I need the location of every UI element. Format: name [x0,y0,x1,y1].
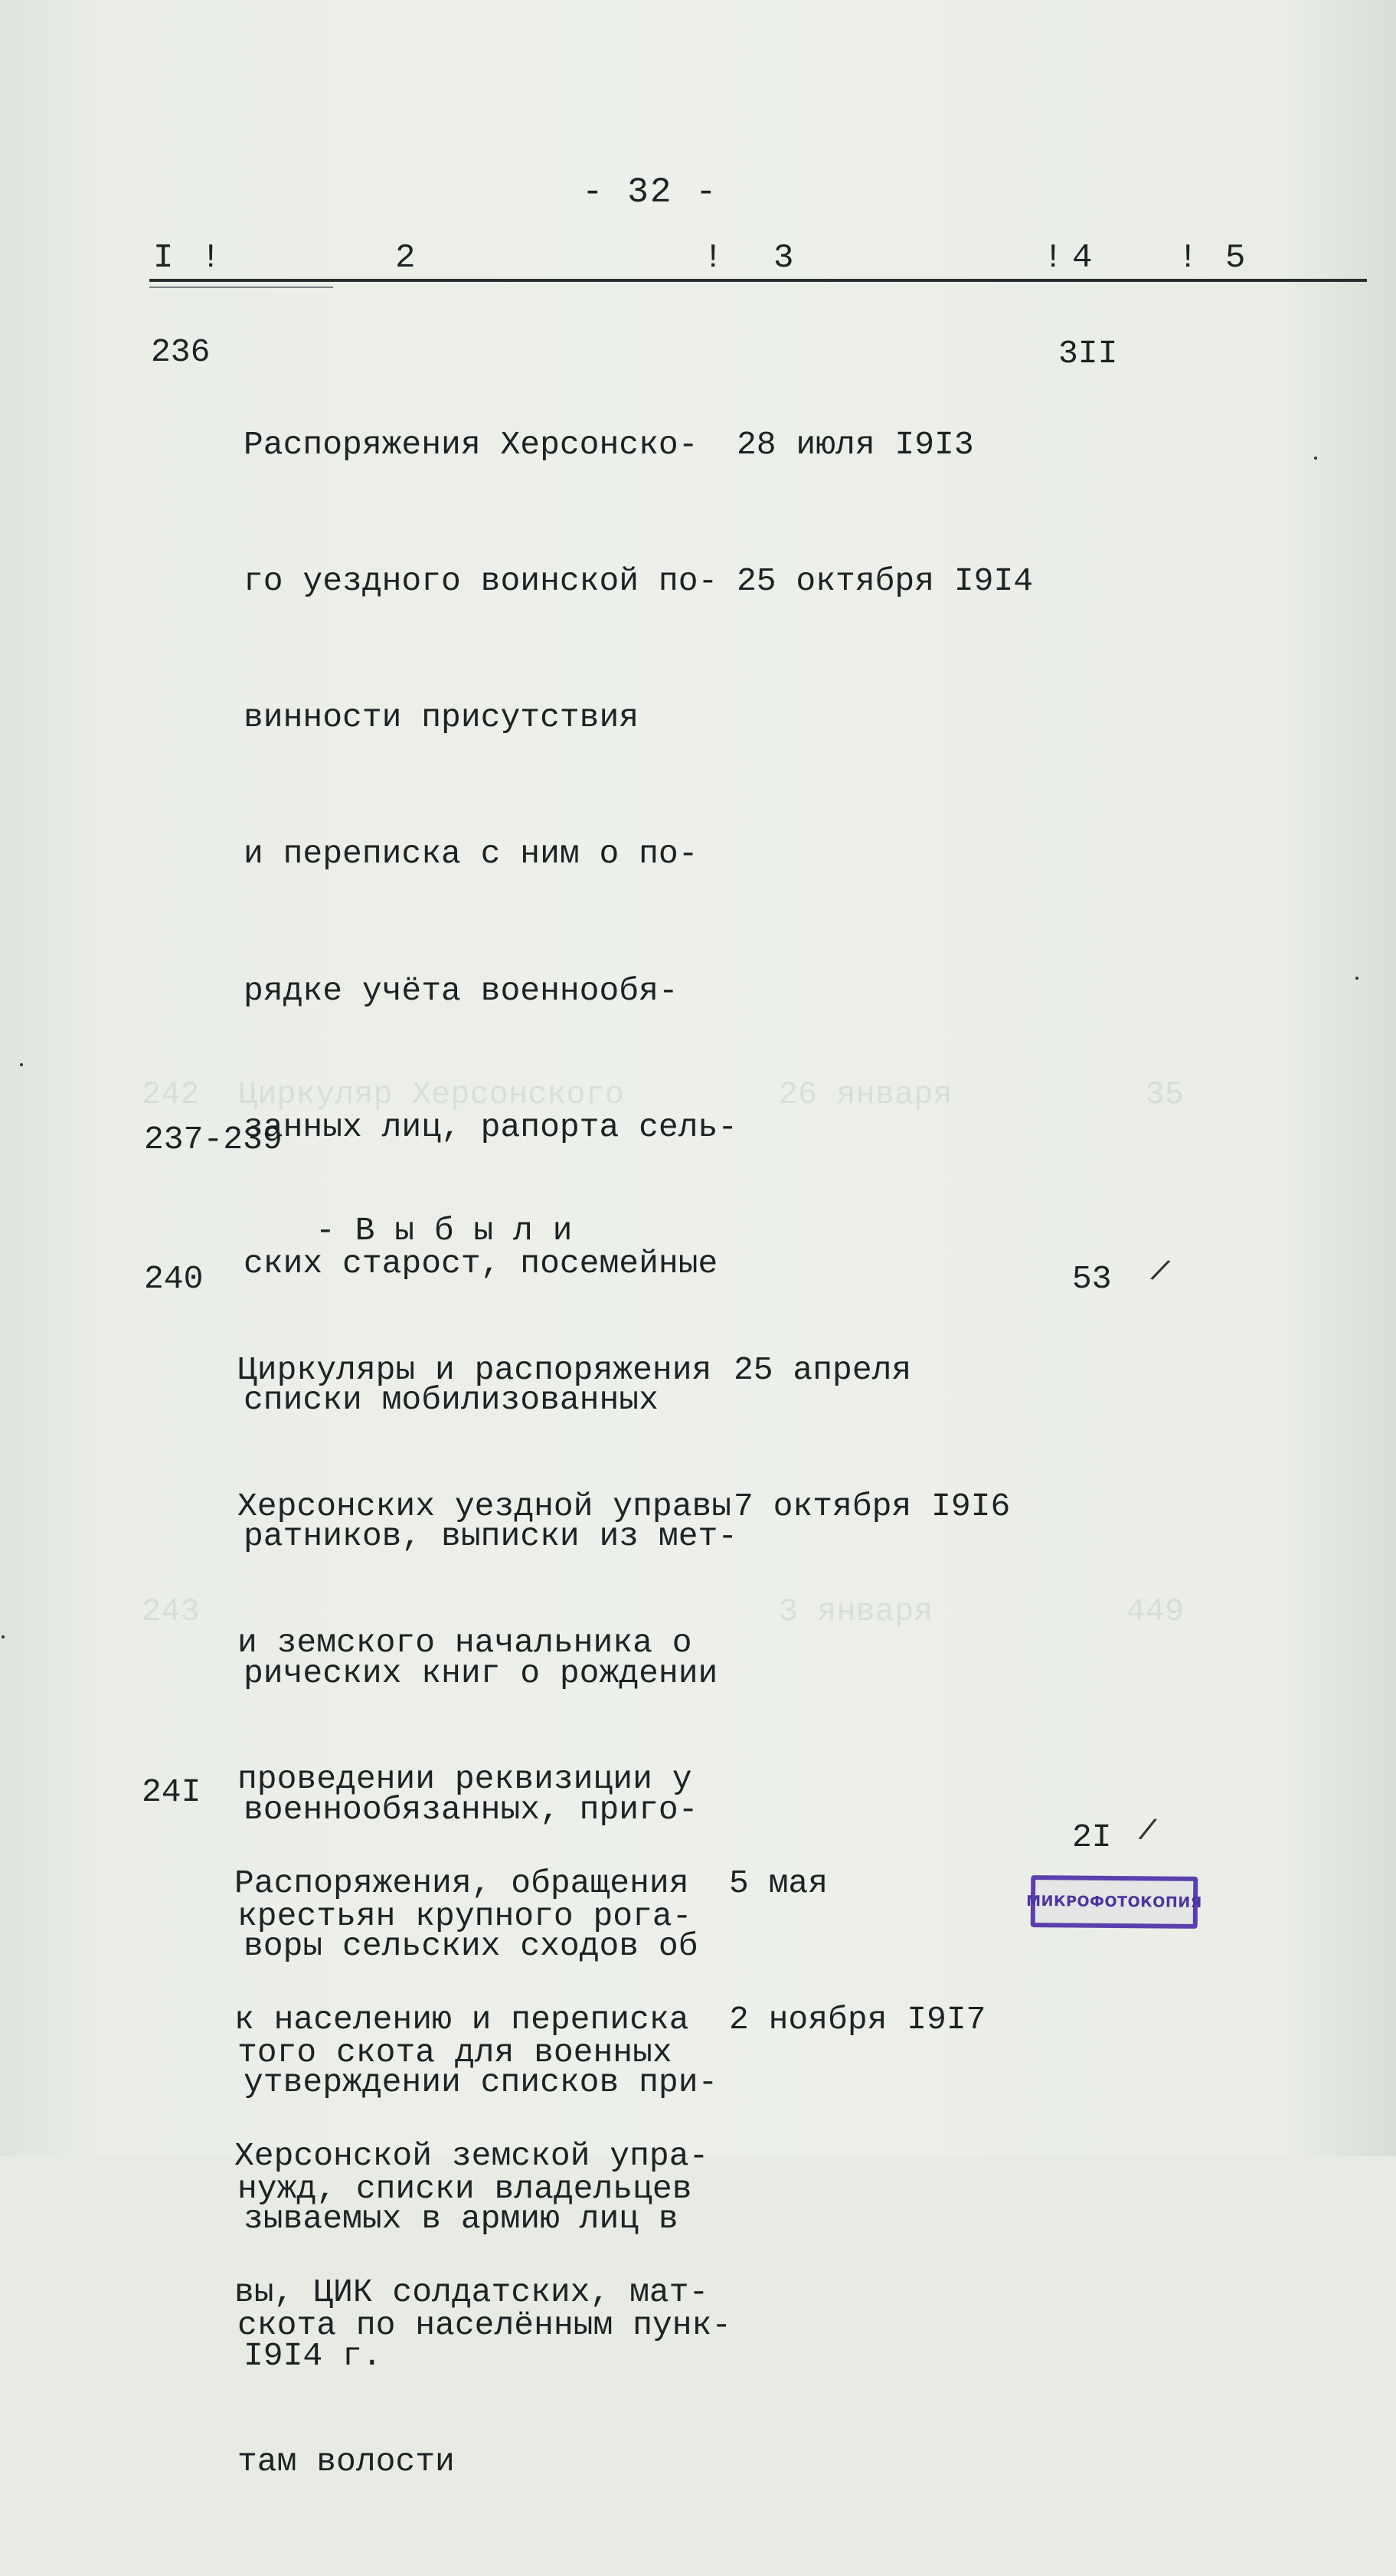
entry-number: 237-239 [144,1121,283,1158]
header-underline [149,286,333,288]
header-separator: ! [703,239,724,277]
paper-speck [2,1635,5,1638]
entry-sheet-count: 2I [1072,1818,1112,1856]
paper-speck [1314,457,1317,460]
entry-number: 236 [151,333,211,371]
header-separator: ! [201,239,221,277]
pencil-tick-mark: / [1135,1814,1159,1851]
header-col-3: 3 [773,239,794,277]
header-separator: ! [1043,239,1064,277]
entry-description: - В ы б ы л и [315,1211,573,1249]
entry-dates: 28 июля I9I3 25 октября I9I4 [737,425,1034,601]
entry-description: Распоряжения Херсонско- го уездного воинской по- винности присутствия и переписка с ним о по- рядке учёта военнообя- занных лиц, рапорта сель- ских старост, посемейные списки мобилизованных ратников, выписки из мет- рических книг о рождении военнообязанных, приго- воры сельских сходов об утверждении списков при- зываемых в армию лиц в I9I4 г. [244,425,738,2375]
header-col-1: I [153,239,174,277]
page-number: - 32 - [582,172,718,212]
header-col-4: 4 [1072,239,1093,277]
entry-number: 24I [142,1773,201,1811]
header-col-5: 5 [1225,239,1246,277]
header-col-2: 2 [395,239,416,277]
microfilm-stamp: МИКРОФОТОКОПИЯ [1031,1875,1198,1929]
pencil-tick-mark: / [1146,1254,1173,1293]
entry-description: Циркуляры и распоряжения Херсонских уездной управы и земского начальника о проведении реквизиции у крестьян крупного рога- того скота для военных нужд, списки владельцев скота по населённым пунк- там волости [237,1350,732,2481]
bleed-through-text: 242 Циркуляр Херсонского 26 января 35 [142,1076,1185,1113]
entry-description: Распоряжения, обращения к населению и переписка Херсонской земской упра- вы, ЦИК солдатских, мат- [234,1864,709,2312]
entry-sheet-count: 53 [1072,1260,1112,1298]
entry-number: 240 [144,1260,204,1298]
paper-speck [1355,977,1358,980]
entry-dates: 25 апреля 7 октября I9I6 [734,1350,1011,1526]
header-rule [149,279,1367,282]
paper-speck [20,1063,23,1066]
header-separator: ! [1178,239,1198,277]
entry-sheet-count: 3II [1058,335,1118,372]
entry-dates: 5 мая 2 ноября I9I7 [729,1864,986,2039]
bleed-through-text: 243 3 января 449 [142,1593,1185,1630]
